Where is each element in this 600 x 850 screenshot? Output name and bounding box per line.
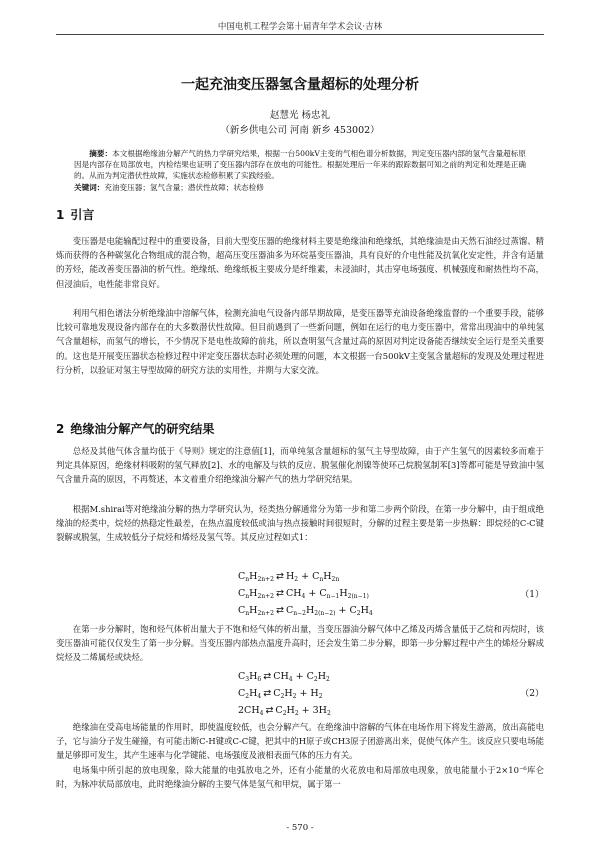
- affiliation: （新乡供电公司 河南 新乡 453002）: [220, 125, 380, 136]
- section-1-paragraph-1: 变压器是电能输配过程中的重要设备，目前大型变压器的绝缘材料主要是绝缘油和绝缘纸，其绝缘油是由天然石油经过蒸馏、精炼而获得的各种碳氢化合物组成的混合物，超高压变压器油多为环烷基变压器油，具有良好的介电性能及抗氧化安定性，并含有适量的芳烃，能改善变压器油的析气性。绝缘纸、绝缘纸板主要成分是纤维素，未浸油时，其击穿电场强度、机械强度和耐热性均不高，但浸油后，电性能非常良好。: [56, 236, 544, 289]
- equation-2-line-3: $2CH_4$ ⇄ $C_2H_2 + 3H_2$: [238, 705, 331, 717]
- equation-2-line-2: $C_2H_4$ ⇄ $C_2H_2 + H_2$: [238, 688, 323, 700]
- header-rule: [56, 34, 544, 35]
- equation-1-line-1: $C_nH_{2n+2}$ ⇄ $H_2 + C_nH_{2n}$: [238, 571, 340, 583]
- section-2-paragraph-5: 电场集中所引起的放电现象，除大能量的电弧放电之外，还有小能量的火花放电和局部放电现象，放电能量小于2×10⁻⁶库仑时，为脉冲状局部放电，此时绝缘油分解的主要气体是氢气和甲烷，属于第一: [56, 765, 544, 790]
- equation-1-line-3: $C_nH_{2n+2}$ ⇄ $C_{n-2}H_{2(n-2)} + C_2H_4$: [238, 605, 373, 617]
- abstract-label: 摘要：: [89, 149, 113, 158]
- section-2-title: 绝缘油分解产气的研究结果: [70, 422, 215, 436]
- section-2-paragraph-3: 在第一步分解时，饱和烃气体析出量大于不饱和烃气体的析出量，当变压器油分解气体中乙烯及丙烯含量低于乙烷和丙烷时，该变压器油可能仅仅发生了第一步分解。当变压器内部热点温度升高时，还会发生第二步分解，即第一步分解过程中产生的烯烃分解成烷烃及二烯属烃或炔烃。: [56, 624, 544, 663]
- running-head: 中国电机工程学会第十届青年学术会议·吉林: [217, 22, 383, 32]
- equation-2-line-1: $C_3H_6$ ⇄ $CH_4 + C_2H_2$: [238, 671, 330, 683]
- paper-title: 一起充油变压器氢含量超标的处理分析: [181, 77, 419, 93]
- keywords-text: 充油变压器；氢气含量；潜伏性故障；状态检修: [104, 183, 264, 192]
- equation-2-number: （2）: [520, 689, 544, 699]
- abstract-text: 本文根据绝缘油分解产气的热力学研究结果，根据一台500kV主变的气相色谱分析数据，判定变压器内部的氢气含量超标原因是内部存在局部放电，内检结果也证明了变压器内部存在放电的可能性。根据处理后一年来的跟踪数据可知之前的判定和处理是正确的。从而为判定潜伏性故障，实施状态检修积累了实践经验。: [74, 149, 526, 180]
- section-2-paragraph-2: 根据M.shirai等对绝缘油分解的热力学研究认为，烃类热分解通常分为第一步和第二步两个阶段，在第一步分解中，由于组成绝缘油的烃类中，烷烃的热稳定性最差，在热点温度较低或油与热点接触时间很短时，分解的过程主要是第一步热解：即烷烃的C-C键裂解或脱氢，生成较低分子烷烃和烯烃及氢气等。其反应过程如式1：: [56, 504, 544, 543]
- equation-1-line-2: $C_nH_{2n+2}$ ⇄ $CH_4 + C_{n-1}H_{2(n-1)}$: [238, 588, 369, 600]
- abstract: [74, 148, 526, 181]
- authors: 赵慧光 杨忠礼: [269, 110, 331, 121]
- section-1-heading: [56, 206, 94, 223]
- section-2-paragraph-4: 绝缘油在受高电场能量的作用时，即使温度较低，也会分解产气。在绝缘油中溶解的气体在电场作用下将发生游离，放出高能电子，它与油分子发生碰撞，有可能击断C-H键或C-C键，把其中的H原子或CH3原子团游离出来，促使气体产生。该反应只要电场能量足够即可发生，其产生速率与化学键能、电场强度及液相表面气体的压力有关。: [56, 722, 544, 761]
- section-1-number: 1: [56, 208, 65, 222]
- equation-1: [238, 568, 373, 619]
- page-number: - 570 -: [286, 823, 314, 833]
- equation-2: [238, 668, 331, 719]
- section-2-paragraph-1: 总烃及其他气体含量均低于《导则》规定的注意值[1]，而单纯氢含量超标的氢气主导型故障，由于产生氢气的因素较多而难于判定具体原因，绝缘材料吸附的氢气释放[2]、水的电解及与铁的反应、脱氢催化剂镍等使环己烷脱氢制苯[3]等都可能是导致油中氢气含量升高的原因，不再赘述，本文着重介绍绝缘油分解产气的热力学研究结果。: [56, 446, 544, 485]
- keywords-label: 关键词：: [74, 183, 105, 192]
- section-1-title: 引言: [70, 208, 95, 222]
- section-1-paragraph-2: 利用气相色谱法分析绝缘油中溶解气体，检测充油电气设备内部早期故障，是变压器等充油设备绝缘监督的一个重要手段，能够比较可靠地发现设备内部存在的大多数潜伏性故障。但目前遇到了一些新问题，例如在运行的电力变压器中，常常出现油中的单纯氢气含量超标，而氢气的增长，不少情况下是电性故障的前兆，所以查明氢气含量过高的原因对判定设备能否继续安全运行是至关重要的。这也是开展变压器状态检修过程中评定变压器状态时必须处理的问题，本文根据一台500kV主变氢含量超标的发现及处理过程进行分析，以验证对氢主导型故障的研究方法的实用性，并期与大家交流。: [56, 308, 544, 375]
- keywords: [74, 182, 526, 193]
- section-2-number: 2: [56, 422, 65, 436]
- section-2-heading: [56, 420, 214, 437]
- equation-1-number: （1）: [520, 590, 544, 600]
